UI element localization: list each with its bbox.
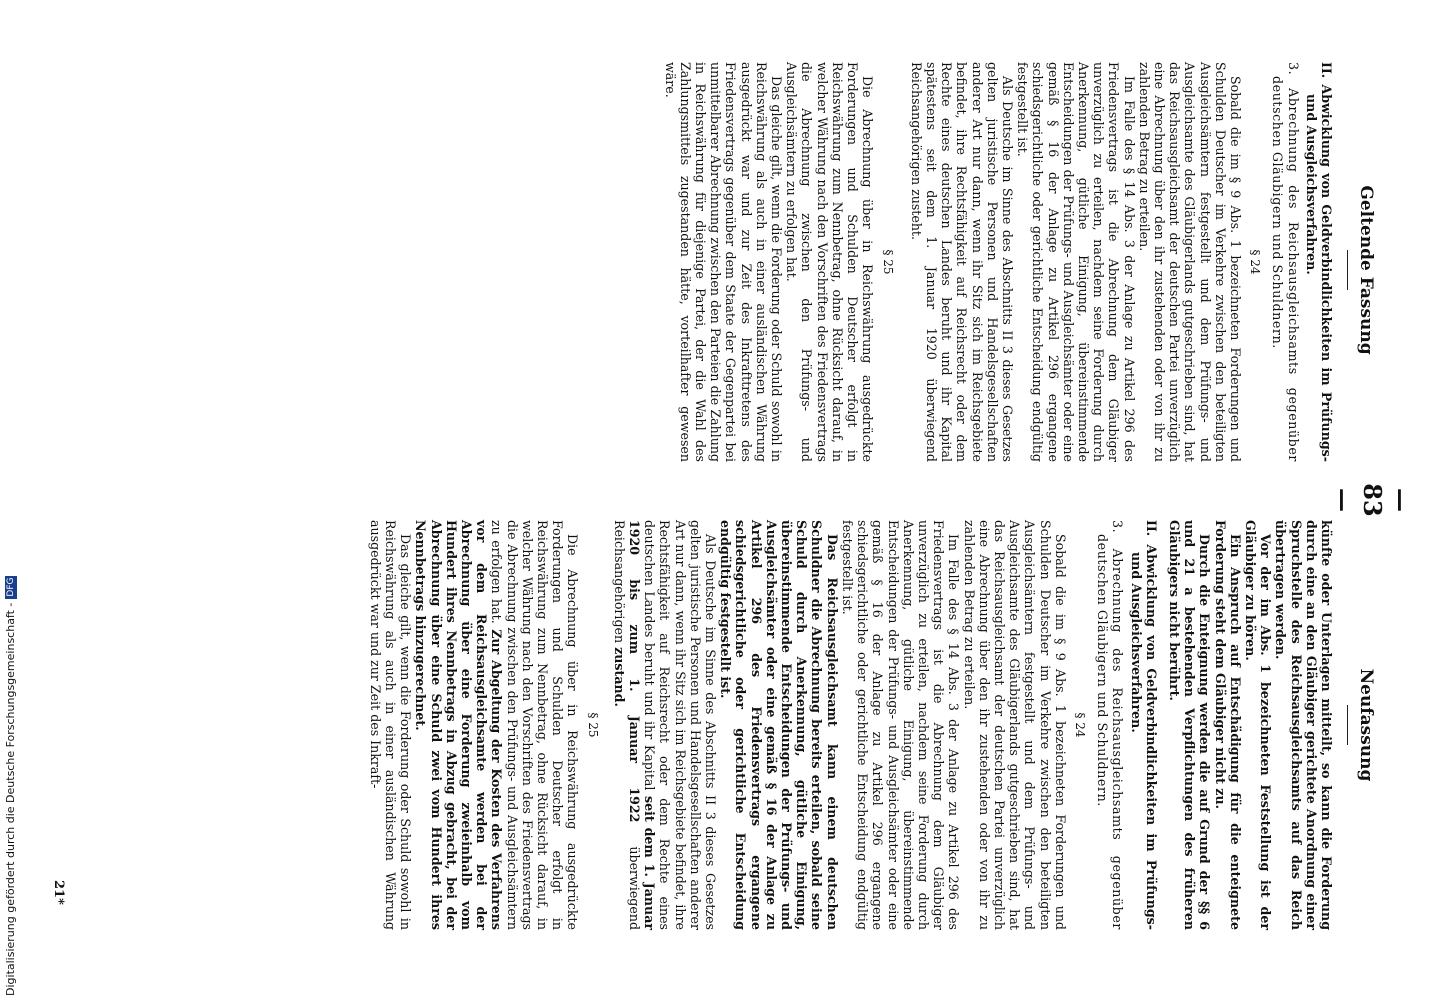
page-number: — 83 — xyxy=(1329,483,1416,517)
right-s25-label: § 25 xyxy=(585,712,600,738)
right-continuation-b: Vor der im Abs. 1 bezeichneten Feststellung ist der Gläubiger zu hören. xyxy=(1242,520,1274,930)
left-heading-rule xyxy=(1347,250,1348,290)
right-s24-p4-part-c: überwiegend Reichsangehörigen xyxy=(611,520,643,930)
left-s25-label: § 25 xyxy=(880,249,895,275)
left-s25-paragraph-1: Die Abrechnung über in Reichswährung ausgedrückte Forderungen und Schulden Deutscher erfolgt in Reichswährung zum Nennbetrag, ohne Rücksicht darauf, in welcher Währung nach den Vorschriften des Friedensvertrags die Abrechnung zwischen den Prüfungs- und Ausgleichsämtern zu erfolgen hat. xyxy=(784,62,876,462)
dfg-logo: DFG xyxy=(6,577,16,597)
right-s25-p1-part-a: Die Abrechnung über in Reichswährung ausgedrückte Forderungen und Schulden Deutscher erfolgt in Reichswährung zum Nennbetrag, ohne Rücksicht darauf, in welcher Währung nach den Vorschriften des Friedensvertrags die Abrechnung zwischen den Prüfungs- und Ausgleichsämtern zu erfolgen hat. xyxy=(489,520,581,930)
right-s24-paragraph-3: Das Reichsausgleichsamt kann einem deutschen Schuldner die Abrechnung bereits erteilen, sobald seine Schuld durch Anerkennung, gütliche Einigung, übereinstimmende Entscheidungen der Prüfungs- und Ausgleichsämter oder eine gemäß § 16 der Anlage zu Artikel 296 des Friedensvertrags ergangene schiedsgerichtliche oder gerichtliche Entscheidung endgültig festgestellt ist. xyxy=(718,520,840,930)
digitization-footer xyxy=(4,576,17,996)
left-subsection-title: 3. Abrechnung des Reichsausgleichsamts gegenüber deutschen Gläubigern und Schuldnern. xyxy=(1270,62,1301,462)
right-continuation-d: Durch die Enteignung werden die auf Grund der §§ 6 und 21 a bestehenden Verpflichtungen des früheren Gläubigers nicht berührt. xyxy=(1166,520,1213,930)
right-continuation-c: Ein Anspruch auf Entschädigung für die enteignete Forderung steht dem Gläubiger nicht zu. xyxy=(1212,520,1243,930)
right-s24-p4-part-d: zustand. xyxy=(611,647,627,707)
left-section-title: II. Abwicklung von Geldverbindlichkeiten im Prüfungs- und Ausgleichsverfahren. xyxy=(1303,62,1334,462)
right-continuation-a: künfte oder Unterlagen mitteilt, so kann die Forderung durch eine an den Gläubiger gerichtete Anordnung einer Spruchstelle des Reichsausgleichsamts auf das Reich übertragen werden. xyxy=(1273,520,1334,930)
right-s25-paragraph-2: Das gleiche gilt, wenn die Forderung oder Schuld sowohl in Reichswährung als auch in einer ausländischen Währung ausgedrückt war und zur Zeit des Inkraft- xyxy=(367,520,414,930)
left-s24-paragraph-2: Im Falle des § 14 Abs. 3 der Anlage zu Artikel 296 des Friedensvertrags ist die Abrechnung dem Gläubiger unverzüglich zu erteilen, nachdem seine Forderung durch Anerkennung, gütliche Einigung, übereinstimmende Entscheidungen der Prüfungs- und Ausgleichsämter oder eine gemäß § 16 der Anlage zu Artikel 296 ergangene schiedsgerichtliche oder gerichtliche Entscheidung endgültig festgestellt ist. xyxy=(1015,62,1137,462)
left-s24-label: § 24 xyxy=(1248,249,1263,275)
right-subsection-title: 3. Abrechnung des Reichsausgleichsamts gegenüber deutschen Gläubigern und Schuldnern. xyxy=(1095,520,1126,930)
footer-text: Digitalisierung gefördert durch die Deutsche Forschungsgemeinschaft - xyxy=(4,602,17,996)
signature-mark: 21* xyxy=(51,880,66,905)
right-s25-paragraph-1 xyxy=(413,520,580,930)
left-s25-paragraph-2: Das gleiche gilt, wenn die Forderung oder Schuld sowohl in Reichswährung als auch in einer ausländischen Währung ausgedrückt war und zur Zeit des Inkrafttretens des Friedensvertrags gegenüber dem Staate der Gegenpartei bei unmittelbarer Abrechnung zwischen den Parteien die Zahlung in Reichswährung für diejenige Partei, der die Wahl des Zahlungsmittels zugestanden hätte, vorteilhafter gewesen wäre. xyxy=(662,62,785,462)
right-s25-p1-part-b: Zur Abgeltung der Kosten des Verfahrens vor dem Reichsausgleichsamte werden bei der Abrechnung über eine Forderung zweieinhalb vom Hundert ihres Nennbetrags in Abzug gebracht, bei der Abrechnung über eine Schuld zwei vom Hundert ihres Nennbetrags hinzugerechnet. xyxy=(413,520,505,930)
right-column-heading: Neufassung xyxy=(1356,668,1376,782)
right-section-title: II. Abwicklung von Geldverbindlichkeiten im Prüfungs- und Ausgleichsverfahren. xyxy=(1128,520,1159,930)
right-column xyxy=(368,520,1334,930)
left-s24-paragraph-3: Als Deutsche im Sinne des Abschnitts II 3 dieses Gesetzes gelten juristische Personen und Handelsgesellschaften anderer Art nur dann, wenn ihr Sitz sich im Reichsgebiete befindet, ihre Rechtsfähigkeit auf Reichsrecht oder dem Rechte eines deutschen Landes beruht und ihr Kapital spätestens seit dem 1. Januar 1920 überwiegend Reichsangehörigen zusteht. xyxy=(908,62,1015,462)
left-s24-paragraph-1: Sobald die im § 9 Abs. 1 bezeichneten Forderungen und Schulden Deutscher im Verkehre zwischen den beteiligten Ausgleichsämtern festgestellt und dem Prüfungs- und Ausgleichsamte des Gläubigerlands gutgeschrieben sind, hat das Reichsausgleichsamt der deutschen Partei unverzüglich eine Abrechnung über den ihr zustehenden oder von ihr zu zahlenden Betrag zu erteilen. xyxy=(1136,62,1243,462)
right-s24-p4-part-b: seit dem 1. Januar 1920 bis zum 1. Januar 1922 xyxy=(627,520,658,930)
left-column-heading: Geltende Fassung xyxy=(1356,185,1376,355)
left-column xyxy=(662,62,1334,462)
right-heading-rule xyxy=(1347,705,1348,745)
right-s24-paragraph-1: Sobald die im § 9 Abs. 1 bezeichneten Forderungen und Schulden Deutscher im Verkehre zwischen den beteiligten Ausgleichsämtern festgestellt und dem Prüfungs- und Ausgleichsamte des Gläubigerlands gutgeschrieben sind, hat das Reichsausgleichsamt der deutschen Partei unverzüglich eine Abrechnung über den ihr zustehenden oder von ihr zu zahlenden Betrag zu erteilen. xyxy=(961,520,1068,930)
right-s24-p4-part-a: Als Deutsche im Sinne des Abschnitts II 3 dieses Gesetzes gelten juristische Personen und Handelsgesellschaften anderer Art nur dann, wenn ihr Sitz sich im Reichsgebiete befindet, ihre Rechtsfähigkeit auf Reichsrecht oder dem Rechte eines deutschen Landes beruht und ihr Kapital xyxy=(642,520,719,930)
right-s24-paragraph-4 xyxy=(612,520,718,930)
right-s24-label: § 24 xyxy=(1072,712,1087,738)
right-s24-paragraph-2: Im Falle des § 14 Abs. 3 der Anlage zu Artikel 296 des Friedensvertrags ist die Abrechnung dem Gläubiger unverzüglich zu erteilen, nachdem seine Forderung durch Anerkennung, gütliche Einigung, übereinstimmende Entscheidungen der Prüfungs- und Ausgleichsämter oder eine gemäß § 16 der Anlage zu Artikel 296 ergangene schiedsgerichtliche oder gerichtliche Entscheidung endgültig festgestellt ist. xyxy=(839,520,962,930)
